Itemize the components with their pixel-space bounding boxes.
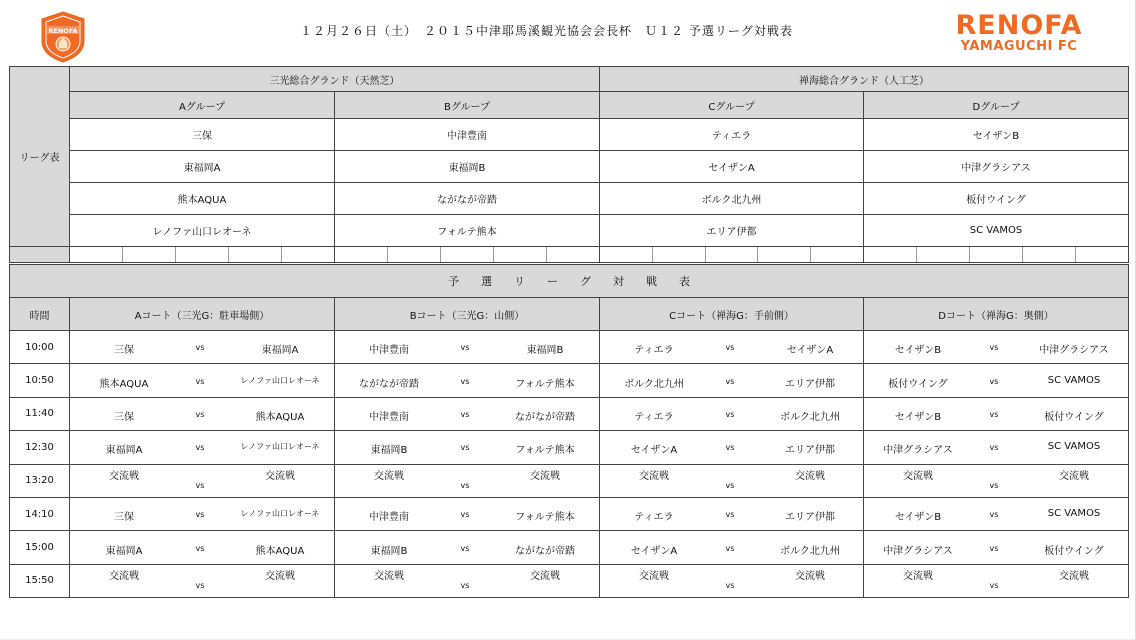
home-team: 三保 xyxy=(114,512,134,524)
match-cell xyxy=(600,531,864,564)
home-team: 三保 xyxy=(114,411,134,423)
away-team: SC VAMOS xyxy=(1047,441,1101,453)
vs-label: vs xyxy=(195,376,205,386)
match-cell xyxy=(864,497,1129,530)
schedule-row xyxy=(10,431,1129,464)
away-team: 板付ウイング xyxy=(1044,545,1104,557)
vs-label: vs xyxy=(989,510,999,520)
vs-label: vs xyxy=(725,510,735,520)
group-b-header: Bグループ xyxy=(335,92,600,119)
schedule-row xyxy=(10,497,1129,530)
home-team: 熊本AQUA xyxy=(99,378,149,390)
match-cell xyxy=(864,364,1129,397)
match-cell xyxy=(70,331,335,364)
away-team: 東福岡B xyxy=(526,345,564,357)
away-team: 交流戦 xyxy=(795,570,825,582)
home-team: セイザンB xyxy=(894,345,942,357)
team-cell: ながなが帝踏 xyxy=(335,183,600,215)
vs-label: vs xyxy=(989,580,999,590)
vs-label: vs xyxy=(460,510,470,520)
court-d-header: Dコート（禅海G：奥側） xyxy=(864,298,1129,331)
away-team: 熊本AQUA xyxy=(255,545,305,557)
group-a-header: Aグループ xyxy=(70,92,335,119)
away-team: エリア伊都 xyxy=(785,378,835,390)
vs-label: vs xyxy=(195,443,205,453)
court-c-header: Cコート（禅海G：手前側） xyxy=(600,298,864,331)
away-team: 交流戦 xyxy=(1059,470,1089,482)
match-cell xyxy=(600,564,864,597)
away-team: 交流戦 xyxy=(795,470,825,482)
venue-zenkai: 禅海総合グランド（人工芝） xyxy=(600,67,1129,92)
match-cell xyxy=(864,564,1129,597)
match-cell xyxy=(864,464,1129,497)
home-team: 交流戦 xyxy=(374,570,404,582)
away-team: 交流戦 xyxy=(265,570,295,582)
court-b-header: Bコート（三光G：山側） xyxy=(335,298,600,331)
team-cell: ティエラ xyxy=(600,119,864,151)
logo-line2: YAMAGUCHI FC xyxy=(960,39,1078,54)
match-cell xyxy=(70,564,335,597)
team-cell: 中津豊南 xyxy=(335,119,600,151)
vs-label: vs xyxy=(460,480,470,490)
away-team: エリア伊都 xyxy=(785,445,835,457)
vs-label: vs xyxy=(460,443,470,453)
vs-label: vs xyxy=(725,580,735,590)
away-team: 交流戦 xyxy=(530,470,560,482)
league-row-label: リーグ表 xyxy=(10,67,70,247)
home-team: 中津豊南 xyxy=(369,411,409,423)
logo-line1: RENOFA xyxy=(955,10,1083,41)
court-a-header: Aコート（三光G：駐車場側） xyxy=(70,298,335,331)
match-cell xyxy=(600,364,864,397)
vs-label: vs xyxy=(989,409,999,419)
home-team: 中津豊南 xyxy=(369,512,409,524)
away-team: フォルテ熊本 xyxy=(515,512,575,524)
home-team: ティエラ xyxy=(634,512,674,524)
group-d-header: Dグループ xyxy=(864,92,1129,119)
match-cell xyxy=(70,464,335,497)
home-team: セイザンA xyxy=(630,545,678,557)
match-cell xyxy=(864,397,1129,430)
vs-label: vs xyxy=(725,376,735,386)
home-team: 交流戦 xyxy=(903,570,933,582)
match-cell xyxy=(70,364,335,397)
vs-label: vs xyxy=(725,480,735,490)
schedule-row xyxy=(10,364,1129,397)
match-cell xyxy=(600,431,864,464)
time-cell: 10:50 xyxy=(10,364,70,397)
group-c-header: Cグループ xyxy=(600,92,864,119)
match-cell xyxy=(335,531,600,564)
spacer-cell xyxy=(10,247,70,263)
home-team: ティエラ xyxy=(634,411,674,423)
match-cell xyxy=(335,464,600,497)
team-cell: SC VAMOS xyxy=(864,215,1129,247)
team-cell: ボルク北九州 xyxy=(600,183,864,215)
away-team: 交流戦 xyxy=(265,470,295,482)
away-team: セイザンA xyxy=(786,345,834,357)
spacer-cell xyxy=(335,247,600,263)
match-cell xyxy=(864,431,1129,464)
vs-label: vs xyxy=(195,343,205,353)
vs-label: vs xyxy=(989,443,999,453)
away-team: エリア伊都 xyxy=(785,512,835,524)
schedule-row xyxy=(10,331,1129,364)
match-cell xyxy=(335,431,600,464)
match-cell xyxy=(600,497,864,530)
time-header: 時間 xyxy=(10,298,70,331)
match-cell xyxy=(70,497,335,530)
vs-label: vs xyxy=(989,376,999,386)
vs-label: vs xyxy=(195,510,205,520)
away-team: ボルク北九州 xyxy=(780,411,840,423)
vs-label: vs xyxy=(460,376,470,386)
schedule-row xyxy=(10,531,1129,564)
page-title: １２月２６日（土） ２０１５中津耶馬溪観光協会会長杯 Ｕ１２ 予選リーグ対戦表 xyxy=(300,24,793,38)
match-cell xyxy=(864,531,1129,564)
time-cell: 13:20 xyxy=(10,464,70,497)
match-cell xyxy=(335,397,600,430)
home-team: 中津グラシアス xyxy=(883,545,953,557)
home-team: 交流戦 xyxy=(903,470,933,482)
vs-label: vs xyxy=(460,580,470,590)
away-team: フォルテ熊本 xyxy=(515,378,575,390)
match-cell xyxy=(335,331,600,364)
time-cell: 15:50 xyxy=(10,564,70,597)
vs-label: vs xyxy=(725,543,735,553)
away-team: レノファ山口レオーネ xyxy=(240,375,320,385)
team-cell: 中津グラシアス xyxy=(864,151,1129,183)
vs-label: vs xyxy=(460,543,470,553)
away-team: 東福岡A xyxy=(261,345,299,357)
home-team: 中津豊南 xyxy=(369,345,409,357)
vs-label: vs xyxy=(725,409,735,419)
home-team: 東福岡B xyxy=(370,545,408,557)
spacer-cell xyxy=(600,247,864,263)
team-cell: 板付ウイング xyxy=(864,183,1129,215)
home-team: ボルク北九州 xyxy=(624,378,684,390)
team-cell: 三保 xyxy=(70,119,335,151)
venue-sanko: 三光総合グランド（天然芝） xyxy=(70,67,600,92)
match-cell xyxy=(335,497,600,530)
home-team: ティエラ xyxy=(634,345,674,357)
time-cell: 10:00 xyxy=(10,331,70,364)
renofa-wordmark-logo xyxy=(944,12,1094,54)
home-team: 交流戦 xyxy=(639,470,669,482)
schedule-row xyxy=(10,564,1129,597)
match-cell xyxy=(864,331,1129,364)
renofa-badge-logo xyxy=(38,11,88,63)
time-cell: 12:30 xyxy=(10,431,70,464)
away-team: ボルク北九州 xyxy=(780,545,840,557)
vs-label: vs xyxy=(460,343,470,353)
match-cell xyxy=(70,397,335,430)
vs-label: vs xyxy=(989,543,999,553)
away-team: 板付ウイング xyxy=(1044,411,1104,423)
team-cell: 東福岡A xyxy=(70,151,335,183)
team-cell: セイザンB xyxy=(864,119,1129,151)
time-cell: 11:40 xyxy=(10,397,70,430)
away-team: SC VAMOS xyxy=(1047,374,1101,386)
home-team: 交流戦 xyxy=(109,570,139,582)
home-team: 交流戦 xyxy=(109,470,139,482)
match-cell xyxy=(335,364,600,397)
home-team: 交流戦 xyxy=(639,570,669,582)
schedule-body xyxy=(10,331,1129,598)
schedule-table xyxy=(9,264,1129,598)
away-team: 交流戦 xyxy=(1059,570,1089,582)
vs-label: vs xyxy=(195,480,205,490)
team-cell: エリア伊都 xyxy=(600,215,864,247)
match-cell xyxy=(70,431,335,464)
vs-label: vs xyxy=(989,343,999,353)
away-team: 中津グラシアス xyxy=(1039,345,1109,357)
away-team: 熊本AQUA xyxy=(255,411,305,423)
time-cell: 14:10 xyxy=(10,497,70,530)
team-cell: 熊本AQUA xyxy=(70,183,335,215)
home-team: ながなが帝踏 xyxy=(359,378,419,390)
match-cell xyxy=(70,531,335,564)
team-cell: レノファ山口レオーネ xyxy=(70,215,335,247)
home-team: 東福岡A xyxy=(105,545,143,557)
away-team: SC VAMOS xyxy=(1047,508,1101,520)
home-team: 東福岡A xyxy=(105,445,143,457)
time-cell: 15:00 xyxy=(10,531,70,564)
vs-label: vs xyxy=(725,443,735,453)
away-team: フォルテ熊本 xyxy=(515,445,575,457)
match-cell xyxy=(335,564,600,597)
home-team: 板付ウイング xyxy=(888,378,948,390)
away-team: ながなが帝踏 xyxy=(515,411,575,423)
schedule-row xyxy=(10,464,1129,497)
spacer-cell xyxy=(864,247,1129,263)
home-team: 三保 xyxy=(114,345,134,357)
vs-label: vs xyxy=(460,409,470,419)
away-team: レノファ山口レオーネ xyxy=(240,442,320,452)
match-cell xyxy=(600,331,864,364)
match-cell xyxy=(600,397,864,430)
vs-label: vs xyxy=(725,343,735,353)
away-team: レノファ山口レオーネ xyxy=(240,509,320,519)
away-team: ながなが帝踏 xyxy=(515,545,575,557)
league-table xyxy=(9,66,1129,263)
vs-label: vs xyxy=(195,580,205,590)
vs-label: vs xyxy=(195,543,205,553)
home-team: 交流戦 xyxy=(374,470,404,482)
away-team: 交流戦 xyxy=(530,570,560,582)
home-team: セイザンB xyxy=(894,411,942,423)
match-cell xyxy=(600,464,864,497)
home-team: セイザンA xyxy=(630,445,678,457)
schedule-row xyxy=(10,397,1129,430)
team-cell: フォルテ熊本 xyxy=(335,215,600,247)
home-team: 中津グラシアス xyxy=(883,445,953,457)
home-team: 東福岡B xyxy=(370,445,408,457)
spacer-cell xyxy=(70,247,335,263)
team-cell: 東福岡B xyxy=(335,151,600,183)
vs-label: vs xyxy=(989,480,999,490)
vs-label: vs xyxy=(195,409,205,419)
schedule-section-title: 予 選 リ ー グ 対 戦 表 xyxy=(10,265,1129,298)
team-cell: セイザンA xyxy=(600,151,864,183)
svg-text:RENOFA: RENOFA xyxy=(48,27,78,35)
home-team: セイザンB xyxy=(894,512,942,524)
